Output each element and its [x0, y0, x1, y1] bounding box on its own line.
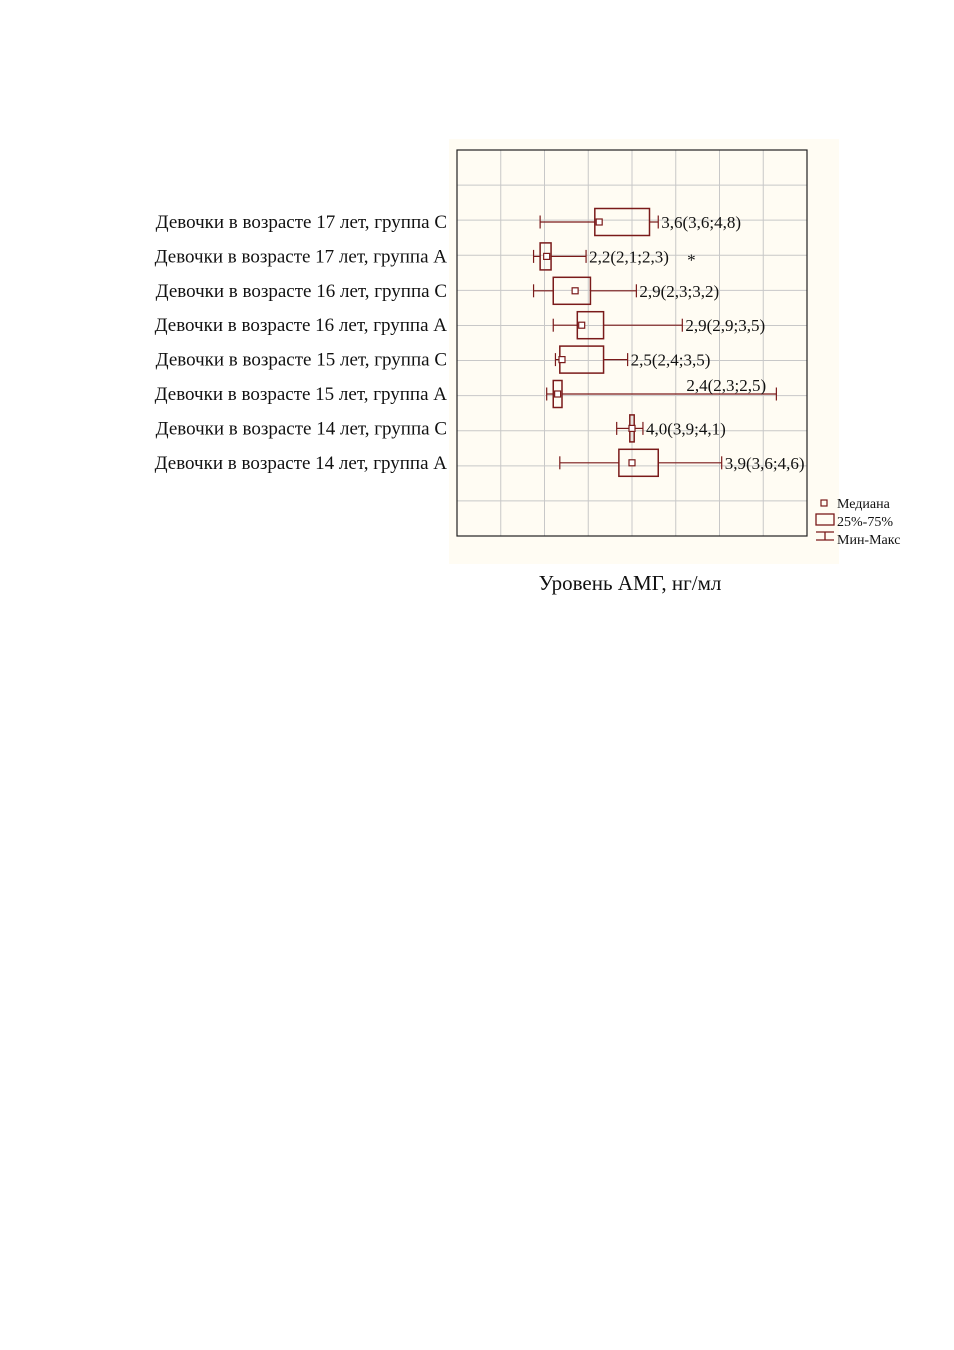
value-label: 3,6(3,6;4,8) — [661, 213, 742, 232]
median-marker — [555, 391, 561, 397]
value-label: 2,5(2,4;3,5) — [630, 350, 711, 370]
legend-box-swatch — [816, 514, 834, 525]
value-label: 3,9(3,6;4,6) — [724, 453, 805, 473]
legend-median-label: Медиана — [837, 497, 890, 512]
median-marker — [596, 219, 602, 225]
box-item — [534, 243, 696, 270]
category-label: Девочки в возрасте 15 лет, группа С — [155, 349, 447, 371]
value-label: 2,9(2,3;3,2) — [639, 281, 720, 301]
category-label: Девочки в возрасте 14 лет, группа С — [155, 418, 447, 440]
box-item — [547, 376, 777, 408]
legend-median-swatch — [821, 500, 827, 506]
x-axis-label: Уровень АМГ, нг/мл — [538, 571, 722, 595]
box-item — [555, 346, 710, 373]
category-labels — [155, 212, 448, 474]
category-label: Девочки в возрасте 14 лет, группа А — [154, 452, 447, 474]
category-label: Девочки в возрасте 17 лет, группа А — [154, 246, 447, 268]
box-item — [553, 312, 765, 339]
value-label: 2,9(2,9;3,5) — [685, 316, 766, 336]
median-marker — [559, 357, 565, 363]
value-label: 4,0(3,9;4,1) — [645, 419, 726, 439]
median-marker — [629, 425, 635, 431]
median-marker — [629, 460, 635, 466]
significance-mark: * — [687, 250, 696, 270]
category-label: Девочки в возрасте 17 лет, группа С — [155, 212, 447, 233]
legend — [816, 497, 900, 548]
category-label: Девочки в возрасте 15 лет, группа А — [154, 384, 447, 405]
value-label: 2,4(2,3;2,5) — [686, 376, 767, 395]
box-item — [540, 209, 741, 236]
legend-whisker-swatch — [816, 532, 834, 540]
box-iqr — [619, 449, 658, 476]
legend-whisker-label: Мин-Макс — [837, 533, 901, 548]
median-marker — [572, 288, 578, 294]
median-marker — [544, 253, 550, 259]
category-label: Девочки в возрасте 16 лет, группа А — [154, 315, 447, 337]
box-iqr — [560, 346, 604, 373]
box-item — [617, 415, 726, 442]
median-marker — [579, 322, 585, 328]
value-label: 2,2(2,1;2,3) — [589, 247, 669, 267]
box-iqr — [595, 209, 650, 236]
boxes-layer — [534, 209, 805, 477]
box-item — [560, 449, 805, 476]
legend-box-label: 25%-75% — [837, 515, 893, 530]
category-label: Девочки в возрасте 16 лет, группа С — [155, 280, 447, 302]
